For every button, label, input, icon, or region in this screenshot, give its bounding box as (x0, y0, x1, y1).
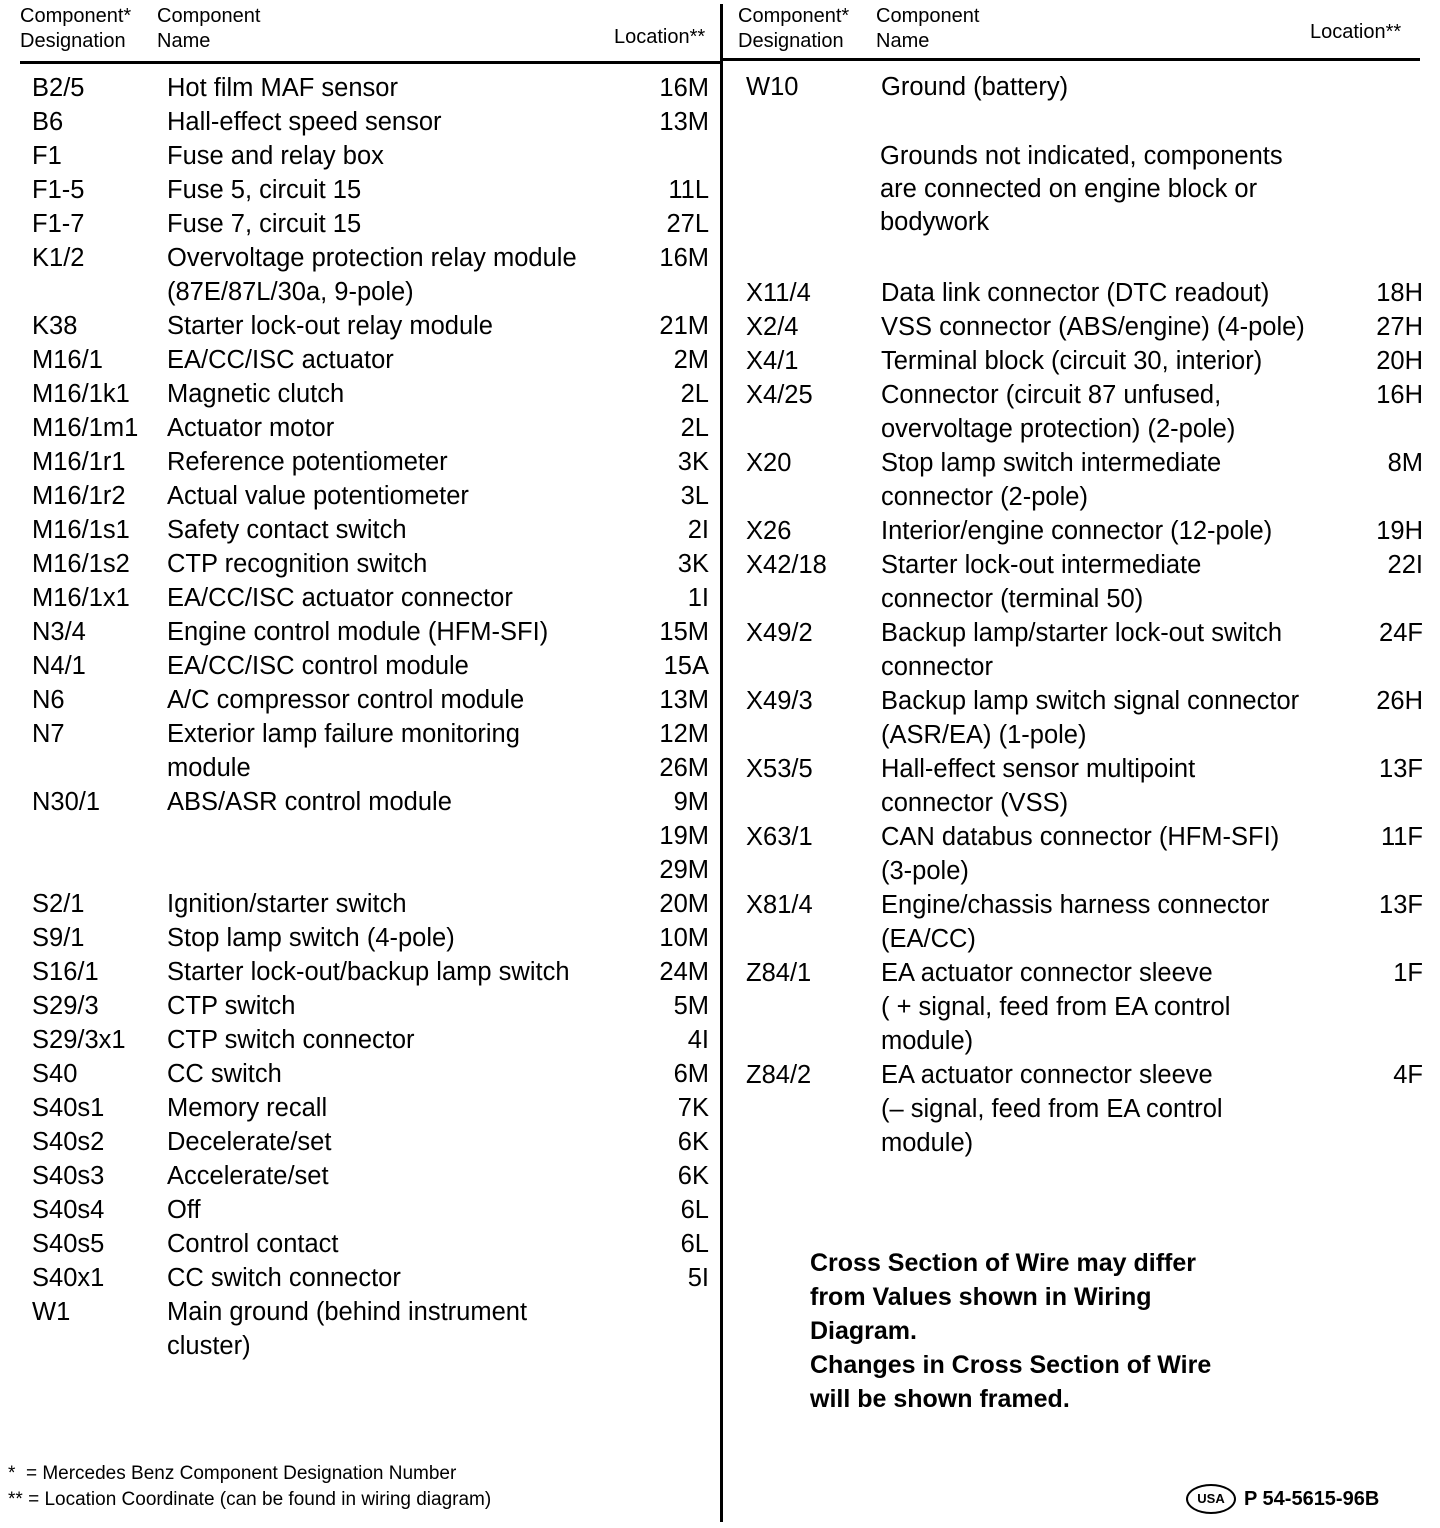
table-row (738, 956, 1423, 1058)
component-name: EA/CC/ISC control module (167, 652, 469, 680)
component-location: 2I (687, 516, 709, 544)
component-location: 24M (659, 958, 709, 986)
component-designation: N6 (32, 686, 65, 714)
component-designation: X2/4 (746, 313, 799, 341)
component-name: CC switch connector (167, 1264, 401, 1292)
component-designation: M16/1x1 (32, 584, 130, 612)
component-designation: S40 (32, 1060, 78, 1088)
component-name: Fuse 7, circuit 15 (167, 210, 362, 238)
component-name: Magnetic clutch (167, 380, 345, 408)
table-row (738, 446, 1423, 514)
table-row (20, 1295, 709, 1363)
component-name: EA actuator connector sleeve ( + signal, feed from EA control module) (881, 959, 1231, 1055)
component-name: CTP switch (167, 992, 296, 1020)
component-designation: N3/4 (32, 618, 86, 646)
component-name: EA/CC/ISC actuator (167, 346, 394, 374)
grounds-note: Grounds not indicated, components are connected on engine block or bodywork (880, 142, 1283, 236)
component-designation: S9/1 (32, 924, 85, 952)
component-designation: W1 (32, 1298, 71, 1326)
component-location: 13M (659, 108, 709, 136)
table-row (20, 989, 709, 1023)
component-designation: S2/1 (32, 890, 85, 918)
component-location: 11L (668, 176, 709, 204)
table-row (738, 378, 1423, 446)
table-row (20, 513, 709, 547)
component-designation: K1/2 (32, 244, 85, 272)
component-designation: S29/3x1 (32, 1026, 126, 1054)
component-name: A/C compressor control module (167, 686, 525, 714)
component-designation: M16/1 (32, 346, 103, 374)
component-designation: N30/1 (32, 788, 101, 816)
component-name: Stop lamp switch (4-pole) (167, 924, 455, 952)
table-row (20, 377, 709, 411)
component-name: Accelerate/set (167, 1162, 329, 1190)
table-row (20, 1057, 709, 1091)
component-location: 13F (1379, 891, 1423, 919)
component-designation: M16/1m1 (32, 414, 139, 442)
table-row (20, 1261, 709, 1295)
table-row (20, 1091, 709, 1125)
component-location: 22I (1387, 551, 1423, 579)
table-row (738, 616, 1423, 684)
right-header-name: Component Name (876, 5, 980, 52)
component-designation: S40s3 (32, 1162, 105, 1190)
component-name: Safety contact switch (167, 516, 407, 544)
table-row (738, 1058, 1423, 1160)
component-location: 1I (687, 584, 709, 612)
component-name: Decelerate/set (167, 1128, 332, 1156)
component-location: 6L (680, 1230, 709, 1258)
component-location: 27L (666, 210, 709, 238)
component-designation: M16/1r2 (32, 482, 126, 510)
table-row (738, 820, 1423, 888)
table-row (20, 1193, 709, 1227)
table-row (20, 1023, 709, 1057)
table-row (20, 479, 709, 513)
component-location (629, 139, 709, 173)
column-divider (720, 4, 723, 1522)
component-name: Terminal block (circuit 30, interior) (881, 347, 1263, 375)
component-designation: S40s5 (32, 1230, 105, 1258)
component-name: Ignition/starter switch (167, 890, 407, 918)
table-row (20, 139, 709, 173)
left-header-location: Location** (614, 26, 706, 48)
table-row (20, 785, 709, 887)
table-row (20, 615, 709, 649)
table-row (20, 309, 709, 343)
left-component-list (20, 71, 709, 1363)
component-name: Overvoltage protection relay module (87E/87L/30a, 9-pole) (167, 244, 577, 306)
component-name: Data link connector (DTC readout) (881, 279, 1270, 307)
component-name: Hall-effect speed sensor (167, 108, 442, 136)
left-header-name: Component Name (157, 5, 261, 52)
component-location: 15A (663, 652, 709, 680)
component-designation: K38 (32, 312, 78, 340)
component-designation: X81/4 (746, 891, 813, 919)
table-row (20, 581, 709, 615)
table-row (20, 887, 709, 921)
table-row (20, 241, 709, 309)
component-name: Actual value potentiometer (167, 482, 469, 510)
table-row (20, 547, 709, 581)
right-header-designation: Component* Designation (738, 5, 850, 52)
table-row (738, 548, 1423, 616)
table-row (20, 105, 709, 139)
table-row (738, 684, 1423, 752)
usa-badge-icon: USA (1186, 1484, 1236, 1514)
table-row (738, 344, 1423, 378)
component-name: EA/CC/ISC actuator connector (167, 584, 513, 612)
component-name: Engine control module (HFM-SFI) (167, 618, 549, 646)
component-name: VSS connector (ABS/engine) (4-pole) (881, 313, 1305, 341)
component-designation: N7 (32, 720, 65, 748)
component-designation: M16/1r1 (32, 448, 126, 476)
component-location: 3K (677, 448, 709, 476)
component-name: Exterior lamp failure monitoring module (167, 720, 520, 782)
component-name: CTP recognition switch (167, 550, 428, 578)
component-name: Backup lamp/starter lock-out switch connector (881, 619, 1283, 681)
component-location: 20M (659, 890, 709, 918)
document-code: P 54-5615-96B (1244, 1487, 1380, 1510)
component-name: Memory recall (167, 1094, 328, 1122)
component-name: Control contact (167, 1230, 339, 1258)
left-header-rule (20, 61, 720, 64)
component-location: 5M (673, 992, 709, 1020)
component-location: 10M (659, 924, 709, 952)
component-location: 6M (673, 1060, 709, 1088)
component-designation: X42/18 (746, 551, 827, 579)
table-row (20, 411, 709, 445)
component-name: Engine/chassis harness connector (EA/CC) (881, 891, 1270, 953)
table-row (20, 445, 709, 479)
component-name: Starter lock-out/backup lamp switch (167, 958, 570, 986)
component-designation: S29/3 (32, 992, 99, 1020)
component-name: ABS/ASR control module (167, 788, 452, 816)
component-location: 26H (1376, 687, 1423, 715)
table-row (738, 752, 1423, 820)
component-name: Main ground (behind instrument cluster) (167, 1298, 528, 1360)
component-location: 7K (677, 1094, 709, 1122)
table-row (738, 310, 1423, 344)
document-reference (1186, 1484, 1379, 1514)
component-designation: X4/1 (746, 347, 799, 375)
table-row (738, 70, 1423, 104)
table-row (20, 649, 709, 683)
component-designation: S40s4 (32, 1196, 105, 1224)
component-location: 3L (680, 482, 709, 510)
component-location: 16M (659, 244, 709, 272)
component-location: 16M (659, 74, 709, 102)
right-top-row-container (738, 70, 1423, 104)
component-designation: S40x1 (32, 1264, 105, 1292)
component-location: 2M (673, 346, 709, 374)
component-location: 20H (1376, 347, 1423, 375)
component-location: 13F (1379, 755, 1423, 783)
table-row (20, 1159, 709, 1193)
wire-cross-section-note: Cross Section of Wire may differ from Values shown in Wiring Diagram. Changes in Cross Section of Wire will be shown framed. (810, 1249, 1212, 1413)
footnote-double-star: ** = Location Coordinate (can be found in wiring diagram) (8, 1489, 492, 1510)
table-row (20, 717, 709, 785)
table-row (20, 921, 709, 955)
table-row (20, 71, 709, 105)
component-location: 27H (1376, 313, 1423, 341)
component-designation: S40s2 (32, 1128, 105, 1156)
component-location: 21M (659, 312, 709, 340)
component-location: 12M 26M (659, 720, 709, 782)
component-designation: X20 (746, 449, 792, 477)
component-location: 13M (659, 686, 709, 714)
component-location: 4I (687, 1026, 709, 1054)
right-component-list (738, 276, 1423, 1160)
component-designation: X26 (746, 517, 792, 545)
footnote-star: * = Mercedes Benz Component Designation Number (8, 1463, 457, 1484)
component-location (1353, 70, 1423, 104)
component-name: Fuse 5, circuit 15 (167, 176, 362, 204)
component-name: Connector (circuit 87 unfused, overvoltage protection) (2-pole) (881, 381, 1236, 443)
table-row (738, 514, 1423, 548)
component-name: CC switch (167, 1060, 282, 1088)
table-row (20, 955, 709, 989)
component-name: CAN databus connector (HFM-SFI) (3-pole) (881, 823, 1280, 885)
component-designation: X11/4 (746, 279, 811, 307)
component-name: Ground (battery) (881, 73, 1069, 101)
component-location: 19H (1376, 517, 1423, 545)
component-location: 18H (1376, 279, 1423, 307)
component-designation: F1-5 (32, 176, 85, 204)
component-designation: Z84/1 (746, 959, 812, 987)
component-location: 1F (1393, 959, 1423, 987)
component-location: 16H (1376, 381, 1423, 409)
table-row (20, 683, 709, 717)
component-designation: B6 (32, 108, 64, 136)
component-location: 11F (1380, 823, 1423, 851)
table-row (20, 1227, 709, 1261)
left-header-designation: Component* Designation (20, 5, 132, 52)
component-designation: X63/1 (746, 823, 813, 851)
component-location: 2L (680, 380, 709, 408)
component-location: 6K (677, 1128, 709, 1156)
component-name: Off (167, 1196, 201, 1224)
component-name: EA actuator connector sleeve (– signal, feed from EA control module) (881, 1061, 1223, 1157)
component-designation: S40s1 (32, 1094, 105, 1122)
component-name: CTP switch connector (167, 1026, 415, 1054)
component-location: 4F (1393, 1061, 1423, 1089)
component-name: Starter lock-out intermediate connector (terminal 50) (881, 551, 1202, 613)
component-designation: X53/5 (746, 755, 813, 783)
table-row (20, 343, 709, 377)
component-location: 15M (659, 618, 709, 646)
component-name: Hall-effect sensor multipoint connector (VSS) (881, 755, 1196, 817)
component-designation: M16/1s2 (32, 550, 130, 578)
right-header-rule (723, 58, 1420, 61)
component-location: 8M (1387, 449, 1423, 477)
table-row (738, 888, 1423, 956)
component-name: Backup lamp switch signal connector (ASR/EA) (1-pole) (881, 687, 1300, 749)
table-row (738, 276, 1423, 310)
table-row (20, 207, 709, 241)
component-name: Reference potentiometer (167, 448, 448, 476)
component-location: 5I (687, 1264, 709, 1292)
component-designation: F1-7 (32, 210, 85, 238)
component-location: 24F (1379, 619, 1423, 647)
component-name: Fuse and relay box (167, 142, 384, 170)
component-designation: M16/1s1 (32, 516, 130, 544)
component-name: Starter lock-out relay module (167, 312, 493, 340)
component-designation: X4/25 (746, 381, 813, 409)
footnotes (8, 1461, 491, 1513)
table-row (20, 1125, 709, 1159)
component-designation: Z84/2 (746, 1061, 812, 1089)
table-row (20, 173, 709, 207)
component-designation: W10 (746, 73, 799, 101)
component-designation: M16/1k1 (32, 380, 130, 408)
component-name: Actuator motor (167, 414, 335, 442)
component-name: Interior/engine connector (12-pole) (881, 517, 1273, 545)
component-designation: B2/5 (32, 74, 85, 102)
component-name: Hot film MAF sensor (167, 74, 398, 102)
component-location: 6L (680, 1196, 709, 1224)
component-designation: N4/1 (32, 652, 86, 680)
component-location: 6K (677, 1162, 709, 1190)
component-location: 2L (680, 414, 709, 442)
component-location (629, 1295, 709, 1363)
component-designation: X49/2 (746, 619, 813, 647)
component-location: 3K (677, 550, 709, 578)
component-designation: F1 (32, 142, 62, 170)
right-header-location: Location** (1310, 21, 1402, 43)
component-designation: S16/1 (32, 958, 99, 986)
component-designation: X49/3 (746, 687, 813, 715)
component-name: Stop lamp switch intermediate connector (2-pole) (881, 449, 1222, 511)
component-location: 9M 19M 29M (659, 788, 709, 884)
